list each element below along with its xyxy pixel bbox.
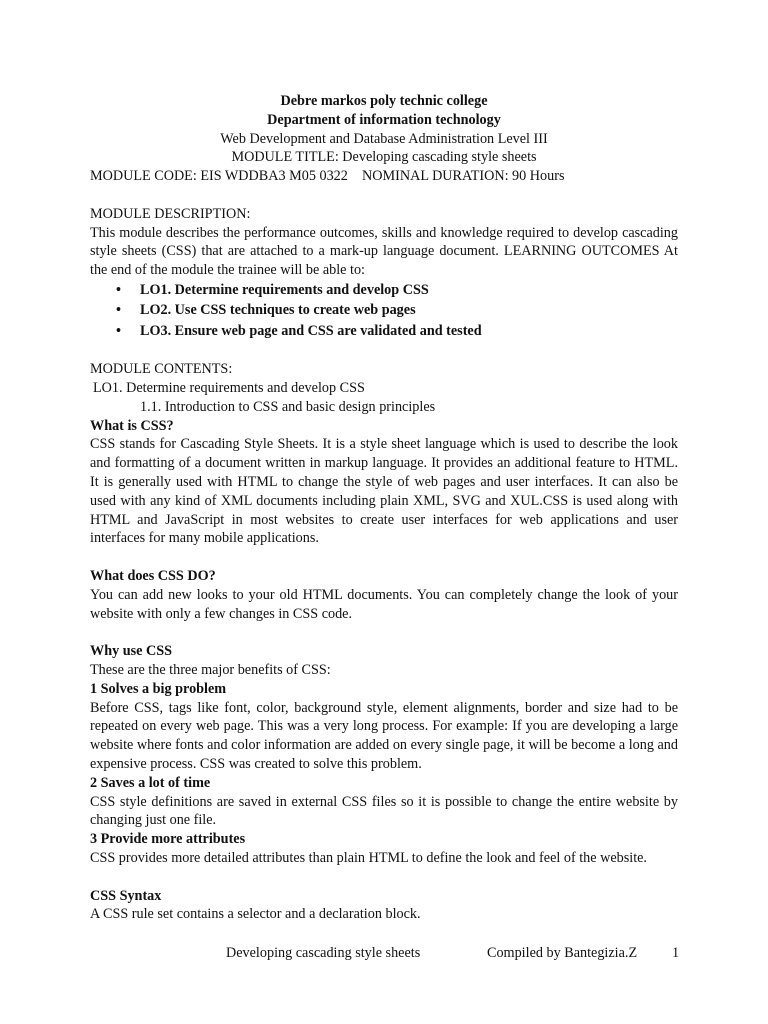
bullet-icon: • — [116, 322, 121, 339]
contents-heading: MODULE CONTENTS: — [90, 361, 233, 378]
document-page — [90, 92, 678, 924]
list-item: • LO1. Determine requirements and develop CSS — [116, 280, 678, 301]
description-text: This module describes the performance outcomes, skills and knowledge required to develop cascading style sheets (CSS) that are attached to a mark-up language document. LEARNING OUTCOMES At the end of the module the trainee will be able to: — [90, 224, 678, 279]
benefit-1-heading: 1 Solves a big problem — [90, 680, 227, 697]
learning-outcomes-list — [90, 280, 678, 342]
college-name: Debre markos poly technic college — [280, 93, 488, 109]
page-number: 1 — [672, 945, 680, 961]
contents-lo1: LO1. Determine requirements and develop CSS — [93, 380, 365, 397]
list-item: • LO2. Use CSS techniques to create web pages — [116, 300, 678, 321]
footer-author: Compiled by Bantegizia.Z — [487, 945, 638, 961]
list-item: • LO3. Ensure web page and CSS are validated and tested — [116, 321, 678, 342]
what-is-css-heading: What is CSS? — [90, 417, 174, 434]
what-does-css-do-heading: What does CSS DO? — [90, 568, 216, 585]
footer-title: Developing cascading style sheets — [226, 945, 421, 961]
bullet-icon: • — [116, 302, 121, 319]
department-name: Department of information technology — [267, 111, 501, 128]
module-code: MODULE CODE: EIS WDDBA3 M05 0322 NOMINAL DURATION: 90 Hours — [90, 168, 565, 185]
program-name: Web Development and Database Administration Level III — [220, 130, 548, 147]
what-does-css-do-text: You can add new looks to your old HTML documents. You can completely change the look of your website with only a few changes in CSS code. — [90, 586, 678, 622]
description-heading: MODULE DESCRIPTION: — [90, 205, 251, 222]
css-syntax-heading: CSS Syntax — [90, 887, 162, 904]
benefit-3-text: CSS provides more detailed attributes than plain HTML to define the look and feel of the website. — [90, 849, 647, 866]
css-syntax-text: A CSS rule set contains a selector and a declaration block. — [90, 906, 421, 923]
benefit-2-text: CSS style definitions are saved in external CSS files so it is possible to change the entire website by changing just one file. — [90, 793, 678, 829]
why-use-css-intro: These are the three major benefits of CSS: — [90, 662, 331, 679]
bullet-icon: • — [116, 281, 121, 298]
page-footer — [0, 945, 768, 965]
benefit-3-heading: 3 Provide more attributes — [90, 831, 246, 848]
contents-subitem: 1.1. Introduction to CSS and basic design principles — [140, 398, 436, 415]
module-title: MODULE TITLE: Developing cascading style sheets — [231, 149, 537, 166]
what-is-css-text: CSS stands for Cascading Style Sheets. It is a style sheet language which is used to describe the look and formatting of a document written in markup language. It provides an additional feature to HTML. It is generally used with HTML to change the style of web pages and user interfaces. It can also be used with any kind of XML documents including plain XML, SVG and XUL.CSS is used along with HTML and JavaScript in most websites to create user interfaces for web applications and user interfaces for many mobile applications. — [90, 436, 678, 547]
why-use-css-heading: Why use CSS — [90, 643, 173, 660]
benefit-2-heading: 2 Saves a lot of time — [90, 774, 211, 791]
benefit-1-text: Before CSS, tags like font, color, background style, element alignments, border and size had to be repeated on every web page. This was a very long process. For example: If you are developing a large website where fonts and color information are added on every single page, it will be become a long and expensive process. CSS was created to solve this problem. — [90, 699, 678, 772]
